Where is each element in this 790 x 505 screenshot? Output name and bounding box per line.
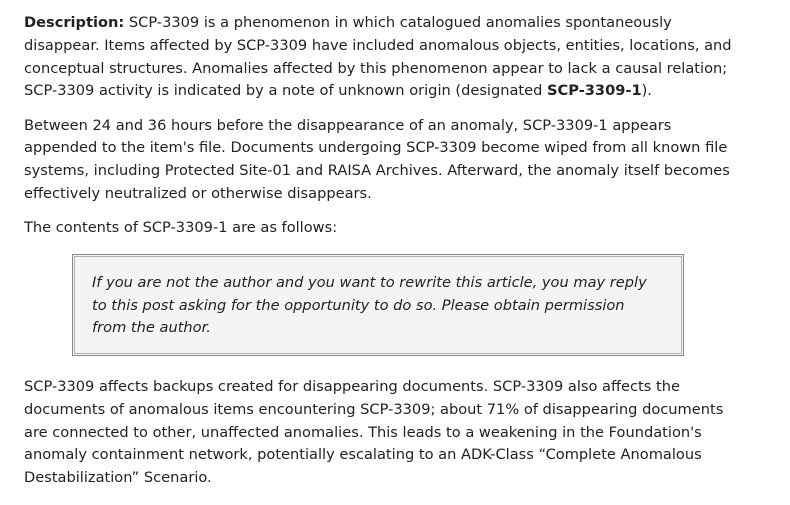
description-label: Description: <box>24 14 125 31</box>
paragraph-appearance: Between 24 and 36 hours before the disappearance of an anomaly, SCP-3309-1 appears appended to the item's file. Documents undergoing SCP-3309 become wiped from all known file systems, including Protected Site-01 and RAISA Archives. Afterward, the anomaly itself becomes effectively neutralized or otherwise disappears. <box>24 116 730 203</box>
paragraph-effects: SCP-3309 affects backups created for disappearing documents. SCP-3309 also affects the documents of anomalous items encountering SCP-3309; about 71% of disappearing documents are connected to other, unaffected anomalies. This leads to a weakening in the Foundation's anomaly containment network, potentially escalating to an ADK-Class “Complete Anomalous Destabilization” Scenario. <box>24 377 724 487</box>
blockquote <box>72 254 684 356</box>
blockquote-text: If you are not the author and you want to rewrite this article, you may reply to this post asking for the opportunity to do so. Please obtain permission from the author. <box>74 256 682 354</box>
description-text-end: ). <box>641 82 652 100</box>
description-text: SCP-3309 is a phenomenon in which catalogued anomalies spontaneously disappear. Items affected by SCP-3309 have included anomalous objects, entities, locations, and conceptual structures. Anomalies affected by this phenomenon appear to lack a causal relation; SCP-3309 activity is indicated by a note of unknown origin (designated <box>24 14 732 100</box>
description-paragraph <box>24 12 744 103</box>
designation-text: SCP-3309-1 <box>547 82 642 100</box>
paragraph-contents-intro: The contents of SCP-3309-1 are as follows: <box>24 219 338 237</box>
